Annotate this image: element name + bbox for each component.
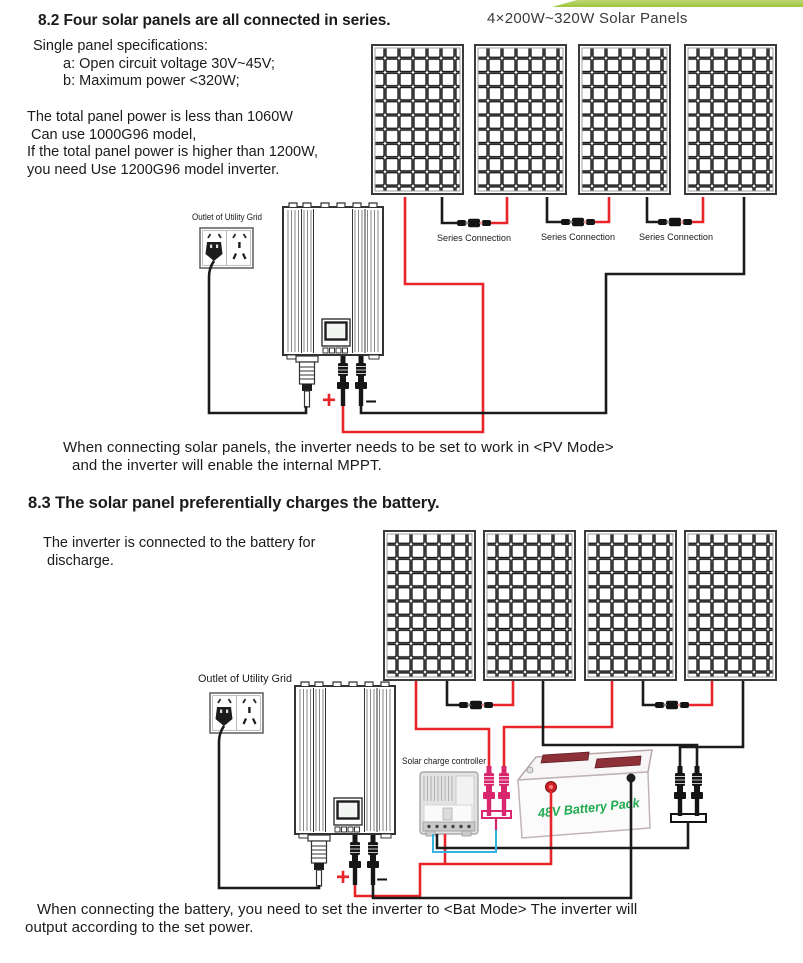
solar-panel bbox=[484, 531, 575, 680]
wire-series-2-red bbox=[582, 197, 609, 222]
mc4-coupler-icon bbox=[655, 701, 689, 710]
solar-panel bbox=[685, 531, 776, 680]
pv-mode-note-line1: When connecting solar panels, the inverter needs to be set to work in <PV Mode> bbox=[63, 439, 614, 456]
minus-symbol: – bbox=[376, 868, 388, 890]
solar-panel bbox=[585, 531, 676, 680]
mc4-connector-pair-red bbox=[482, 766, 511, 831]
series-connection-label: Series Connection bbox=[541, 232, 615, 243]
diagram-8-2 bbox=[192, 45, 776, 432]
series-connection-label: Series Connection bbox=[639, 232, 713, 243]
wire-series-2-red bbox=[676, 681, 712, 705]
plus-symbol: + bbox=[335, 864, 351, 891]
spec-intro: Single panel specifications: bbox=[33, 38, 208, 54]
power-note-line2: Can use 1000G96 model, bbox=[31, 126, 197, 143]
plus-symbol: + bbox=[321, 387, 337, 414]
battery-pack-label: 48V Battery Pack bbox=[537, 794, 644, 821]
inverter bbox=[283, 203, 383, 407]
wire-series-1-red bbox=[478, 197, 507, 223]
power-note-line3: If the total panel power is higher than 1200W, bbox=[27, 144, 318, 160]
minus-symbol: – bbox=[365, 390, 377, 412]
spec-line-b: b: Maximum power <320W; bbox=[63, 73, 240, 89]
solar-panel bbox=[384, 531, 475, 680]
mc4-coupler-icon bbox=[457, 219, 491, 228]
power-note-line4: you need Use 1200G96 model inverter. bbox=[27, 161, 280, 178]
series-connection-label: Series Connection bbox=[437, 233, 511, 244]
mc4-connector-pair-black bbox=[671, 766, 706, 822]
diagram-8-3 bbox=[198, 531, 776, 898]
section-8-3-heading: 8.3 The solar panel preferentially charges the battery. bbox=[28, 494, 440, 512]
wire-series-3-red bbox=[678, 197, 703, 222]
wire-pv-negative bbox=[361, 197, 744, 413]
utility-grid-outlet bbox=[200, 228, 253, 268]
wire-series-1-red bbox=[480, 681, 513, 705]
spec-line-a: a: Open circuit voltage 30V~45V; bbox=[63, 55, 275, 72]
bat-mode-note-line1: When connecting the battery, you need to set the inverter to <Bat Mode> The inverter will bbox=[37, 901, 638, 918]
mc4-coupler-icon bbox=[459, 701, 493, 710]
section-8-2-heading: 8.2 Four solar panels are all connected in series. bbox=[38, 12, 391, 29]
solar-panel bbox=[475, 45, 566, 194]
solar-panel bbox=[579, 45, 670, 194]
solar-panel bbox=[685, 45, 776, 194]
outlet-label: Outlet of Utility Grid bbox=[198, 673, 292, 685]
charge-controller-label: Solar charge controller bbox=[402, 756, 486, 767]
battery-intro-line1: The inverter is connected to the battery for bbox=[43, 535, 316, 551]
pv-mode-note-line2: and the inverter will enable the internal MPPT. bbox=[72, 456, 382, 474]
mc4-coupler-icon bbox=[561, 218, 595, 227]
battery-intro-line2: discharge. bbox=[47, 552, 114, 569]
power-note-line1: The total panel power is less than 1060W bbox=[27, 109, 293, 125]
utility-grid-outlet bbox=[210, 693, 263, 733]
diagram1-title: 4×200W~320W Solar Panels bbox=[487, 10, 688, 27]
wire-string1-positive bbox=[416, 681, 489, 766]
solar-panel bbox=[372, 45, 463, 194]
charge-controller bbox=[420, 772, 478, 836]
mc4-coupler-icon bbox=[658, 218, 692, 227]
inverter bbox=[295, 682, 395, 886]
bat-mode-note-line2: output according to the set power. bbox=[25, 918, 254, 936]
outlet-label: Outlet of Utility Grid bbox=[192, 212, 262, 223]
